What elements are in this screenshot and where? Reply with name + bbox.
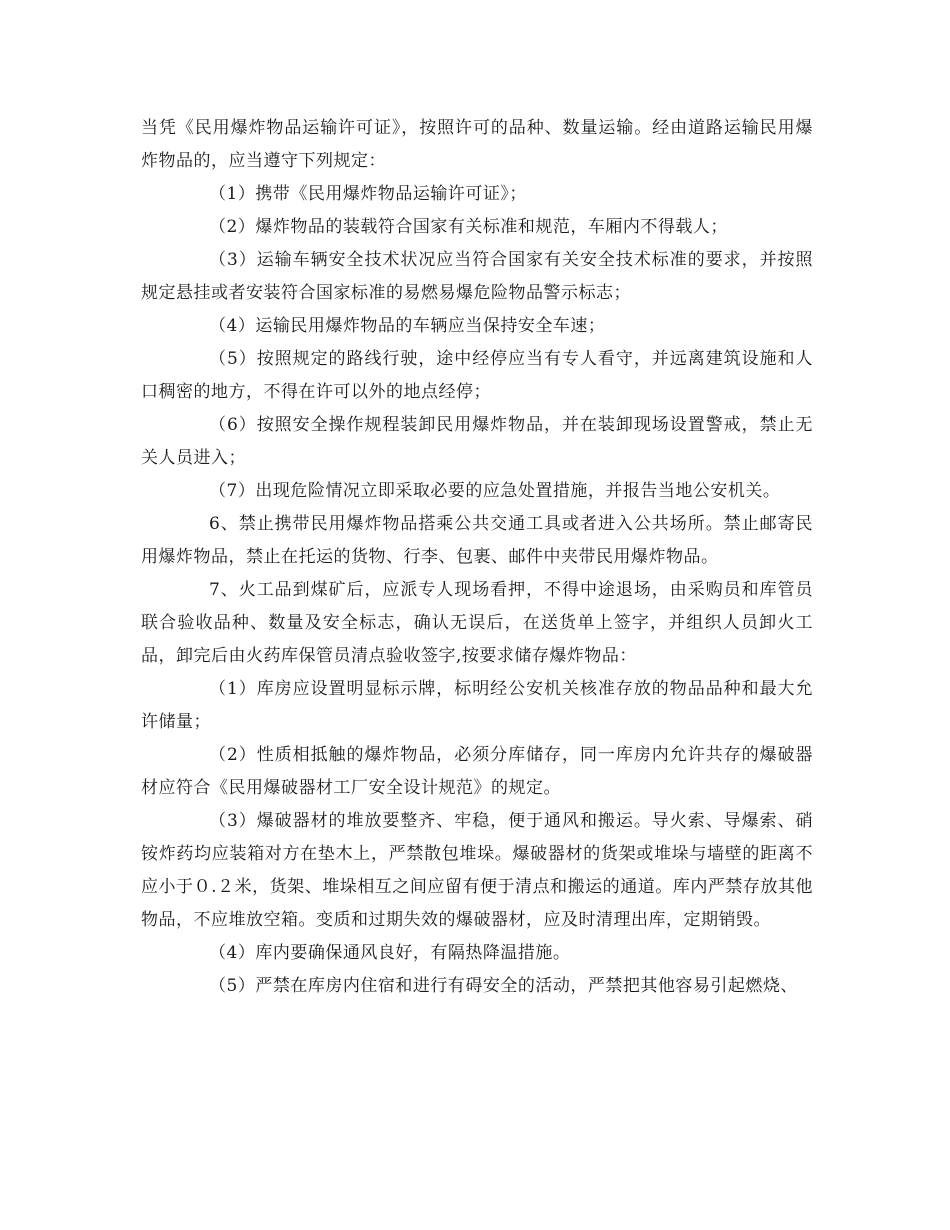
paragraph-item-5-route: （5）按照规定的路线行驶，途中经停应当有专人看守，并远离建筑设施和人口稠密的地方，不得在许可以外的地点经停； bbox=[141, 349, 813, 402]
paragraph-item-2-loading: （2）爆炸物品的装载符合国家有关标准和规范，车厢内不得载人； bbox=[209, 217, 728, 237]
paragraph-storage-item-3-stacking: （3）爆破器材的堆放要整齐、牢稳，便于通风和搬运。导火索、导爆索、硝铵炸药均应装箱对方在垫木上，严禁散包堆垛。爆破器材的货架或堆垛与墙壁的距离不应小于０.２米，货架、堆垛相互之间应留有便于清点和搬运的通道。库内严禁存放其他物品，不应堆放空箱。变质和过期失效的爆破器材，应及时清理出库，定期销毁。 bbox=[141, 811, 813, 930]
paragraph-section-6-public-transport: 6、禁止携带民用爆炸物品搭乘公共交通工具或者进入公共场所。禁止邮寄民用爆炸物品，禁止在托运的货物、行李、包裹、邮件中夹带民用爆炸物品。 bbox=[141, 514, 813, 567]
paragraph-storage-item-4-ventilation: （4）库内要确保通风良好，有隔热降温措施。 bbox=[209, 943, 571, 963]
paragraph-transport-permit: 当凭《民用爆炸物品运输许可证》，按照许可的品种、数量运输。经由道路运输民用爆炸物品的，应当遵守下列规定： bbox=[141, 118, 813, 171]
paragraph-storage-item-1-signage: （1）库房应设置明显标示牌，标明经公安机关核准存放的物品品种和最大允许储量； bbox=[141, 679, 813, 732]
paragraph-storage-item-5-prohibitions: （5）严禁在库房内住宿和进行有碍安全的活动，严禁把其他容易引起燃烧、 bbox=[209, 976, 798, 996]
paragraph-item-6-unloading: （6）按照安全操作规程装卸民用爆炸物品，并在装卸现场设置警戒，禁止无关人员进入； bbox=[141, 415, 813, 468]
paragraph-item-4-speed: （4）运输民用爆炸物品的车辆应当保持安全车速； bbox=[209, 316, 606, 336]
paragraph-item-1-carry-permit: （1）携带《民用爆炸物品运输许可证》； bbox=[209, 184, 527, 204]
paragraph-section-7-acceptance: 7、火工品到煤矿后，应派专人现场看押，不得中途退场，由采购员和库管员联合验收品种、数量及安全标志，确认无误后，在送货单上签字，并组织人员卸火工品，卸完后由火药库保管员清点验收签字,按要求储存爆炸物品： bbox=[141, 580, 813, 666]
paragraph-storage-item-2-separation: （2）性质相抵触的爆炸物品，必须分库储存，同一库房内允许共存的爆破器材应符合《民用爆破器材工厂安全设计规范》的规定。 bbox=[141, 745, 813, 798]
paragraph-item-7-emergency: （7）出现危险情况立即采取必要的应急处置措施，并报告当地公安机关。 bbox=[209, 481, 781, 501]
document-body bbox=[141, 112, 813, 1003]
paragraph-item-3-vehicle-safety: （3）运输车辆安全技术状况应当符合国家有关安全技术标准的要求，并按照规定悬挂或者安装符合国家标准的易燃易爆危险物品警示标志； bbox=[141, 250, 813, 303]
